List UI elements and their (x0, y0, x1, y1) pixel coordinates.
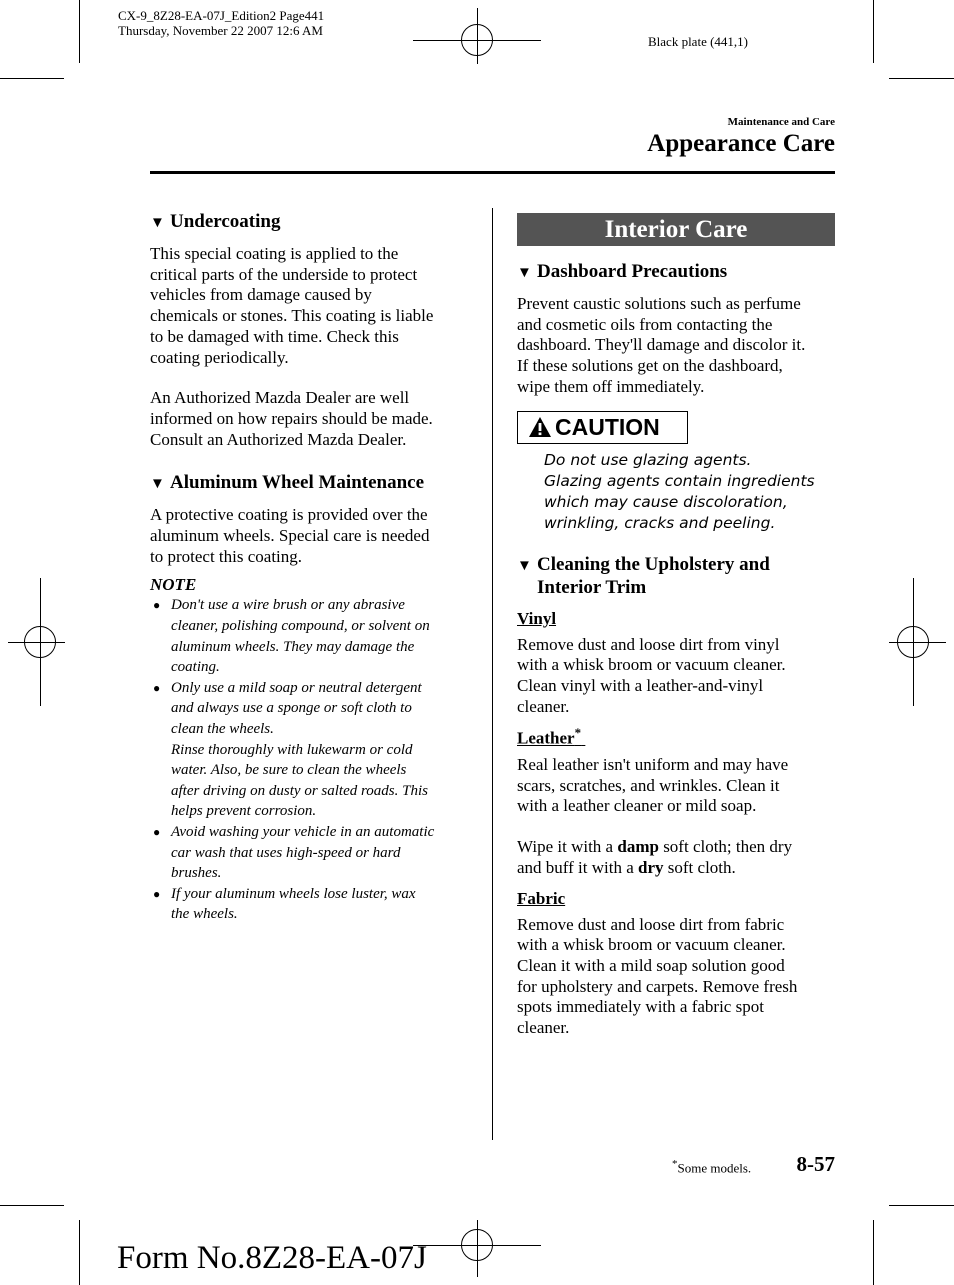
text-line: Consult an Authorized Mazda Dealer. (150, 429, 407, 449)
heading-aluminum-wheel (150, 472, 480, 495)
text-line: scars, scratches, and wrinkles. Clean it (517, 775, 780, 795)
text-line: for upholstery and carpets. Remove fresh (517, 976, 798, 996)
text-line: chemicals or stones. This coating is liable (150, 306, 434, 326)
note-label: NOTE (150, 575, 197, 595)
text-line: An Authorized Mazda Dealer are well (150, 388, 410, 408)
print-info-line: Thursday, November 22 2007 12:6 AM (118, 23, 323, 38)
crop-mark (873, 0, 874, 63)
text-run: soft cloth. (663, 857, 736, 877)
print-info (118, 8, 324, 38)
text-line: helps prevent corrosion. (171, 803, 317, 820)
footnote-text: Some models. (677, 1160, 752, 1176)
text-line: If these solutions get on the dashboard, (517, 356, 783, 376)
left-column (150, 211, 480, 925)
text-line: informed on how repairs should be made. (150, 408, 433, 428)
text-line: Do not use glazing agents. (544, 450, 752, 469)
triangle-down-icon: ▼ (150, 215, 165, 231)
triangle-down-icon: ▼ (150, 476, 165, 493)
text-line: Clean it with a mild soap solution good (517, 955, 785, 975)
text-line: with a leather cleaner or mild soap. (517, 796, 757, 816)
crop-mark (873, 1220, 874, 1285)
text-line: wrinkling, cracks and peeling. (544, 513, 776, 532)
plate-label: Black plate (441,1) (648, 34, 748, 49)
heading-text: Cleaning the Upholstery and (537, 553, 770, 575)
fabric-paragraph (517, 915, 835, 1039)
page-title: Appearance Care (647, 130, 835, 157)
bullet-icon: ● (153, 598, 161, 613)
text-line: car wash that uses high-speed or hard (171, 844, 401, 861)
asterisk-mark: * (672, 1158, 678, 1170)
text-line: aluminum wheels. They may damage the (171, 638, 415, 655)
text-line: Avoid washing your vehicle in an automatic (171, 823, 435, 840)
heading-text: Aluminum Wheel Maintenance (170, 472, 425, 494)
text-line: clean the wheels. (171, 721, 274, 737)
crop-mark (79, 0, 80, 63)
triangle-down-icon: ▼ (517, 265, 532, 281)
text-run: and buff it with a (517, 857, 639, 877)
leather-label (517, 725, 835, 749)
asterisk-mark: * (574, 725, 582, 741)
text-run: soft cloth; then dry (658, 837, 793, 857)
bullet-icon: ● (153, 680, 161, 695)
note-item (150, 822, 480, 884)
warning-triangle-icon (528, 416, 552, 438)
heading-cleaning-upholstery (517, 554, 835, 599)
vinyl-paragraph (517, 635, 835, 718)
bold-text: dry (638, 857, 664, 877)
text-line: with a whisk broom or vacuum cleaner. (517, 935, 786, 955)
text-line: and always use a sponge or soft cloth to (171, 700, 412, 717)
section-name: Maintenance and Care (727, 116, 835, 128)
column-divider (492, 208, 493, 1140)
aluminum-paragraph (150, 505, 480, 567)
heading-undercoating (150, 211, 480, 234)
crop-mark (0, 78, 64, 79)
text-line: water. Also, be sure to clean the wheels (171, 762, 407, 779)
text-line: the wheels. (171, 906, 238, 923)
text-line: after driving on dusty or salted roads. This (171, 782, 428, 799)
text-run: Wipe it with a (517, 837, 618, 857)
note-item (150, 595, 480, 677)
text-line: Rinse thoroughly with lukewarm or cold (171, 741, 413, 758)
undercoating-paragraph (150, 244, 480, 368)
text-line: critical parts of the underside to protect (150, 264, 418, 284)
text-line: Don't use a wire brush or any abrasive (171, 597, 405, 614)
footnote (672, 1158, 751, 1176)
header-rule (150, 171, 835, 174)
form-number: Form No.8Z28-EA-07J (117, 1240, 427, 1276)
leather-paragraph (517, 755, 835, 817)
crop-mark (889, 1205, 954, 1206)
crop-mark (0, 1205, 64, 1206)
triangle-down-icon: ▼ (517, 557, 532, 574)
text-line: and cosmetic oils from contacting the (517, 314, 773, 334)
bullet-icon: ● (153, 824, 161, 839)
bold-text: damp (617, 837, 659, 857)
heading-text: Undercoating (170, 211, 281, 232)
text-line: wipe them off immediately. (517, 376, 705, 396)
text-line: coating. (171, 659, 220, 676)
dealer-paragraph (150, 388, 480, 450)
heading-text: Dashboard Precautions (537, 261, 728, 282)
caution-label (517, 411, 688, 444)
leather-wipe-paragraph (517, 837, 835, 878)
crop-mark (889, 78, 954, 79)
vinyl-label: Vinyl (517, 608, 557, 628)
text-line: vehicles from damage caused by (150, 285, 372, 305)
print-info-line: CX-9_8Z28-EA-07J_Edition2 Page441 (118, 8, 325, 23)
note-item (150, 884, 480, 925)
crop-mark (79, 1220, 80, 1285)
caution-text-label: CAUTION (555, 413, 660, 440)
text-line: If your aluminum wheels lose luster, wax (171, 885, 416, 902)
text-line: spots immediately with a fabric spot (517, 997, 764, 1017)
heading-text: Interior Trim (537, 576, 647, 598)
text-line: to protect this coating. (150, 546, 303, 566)
text-line: Remove dust and loose dirt from fabric (517, 914, 785, 934)
fabric-label: Fabric (517, 888, 566, 908)
text-line: Prevent caustic solutions such as perfume (517, 294, 801, 313)
leather-label-text: Leather (517, 728, 575, 748)
text-line: A protective coating is provided over the (150, 505, 428, 525)
interior-care-banner: Interior Care (517, 213, 835, 246)
caution-message (544, 450, 835, 534)
text-line: to be damaged with time. Check this (150, 326, 399, 346)
dashboard-paragraph (517, 294, 835, 398)
text-line: cleaner. (517, 696, 570, 716)
text-line: Only use a mild soap or neutral detergent (171, 679, 422, 696)
text-line: cleaner. (517, 1018, 570, 1038)
note-item (150, 678, 480, 822)
text-line: Real leather isn't uniform and may have (517, 754, 789, 774)
text-line: which may cause discoloration, (544, 492, 788, 511)
note-list (150, 595, 480, 925)
text-line: cleaner, polishing compound, or solvent on (171, 618, 430, 635)
text-line: dashboard. They'll damage and discolor it. (517, 335, 806, 355)
page-number: 8-57 (796, 1152, 835, 1176)
text-line: Glazing agents contain ingredients (544, 471, 815, 490)
text-line: coating periodically. (150, 347, 289, 367)
right-column (517, 213, 835, 1039)
text-line: Remove dust and loose dirt from vinyl (517, 634, 780, 654)
text-line: aluminum wheels. Special care is needed (150, 526, 430, 546)
text-line: brushes. (171, 865, 222, 882)
bullet-icon: ● (153, 886, 161, 901)
text-line: with a whisk broom or vacuum cleaner. (517, 655, 786, 675)
heading-dashboard (517, 261, 835, 284)
text-line: This special coating is applied to the (150, 244, 399, 263)
text-line: Clean vinyl with a leather-and-vinyl (517, 675, 764, 695)
